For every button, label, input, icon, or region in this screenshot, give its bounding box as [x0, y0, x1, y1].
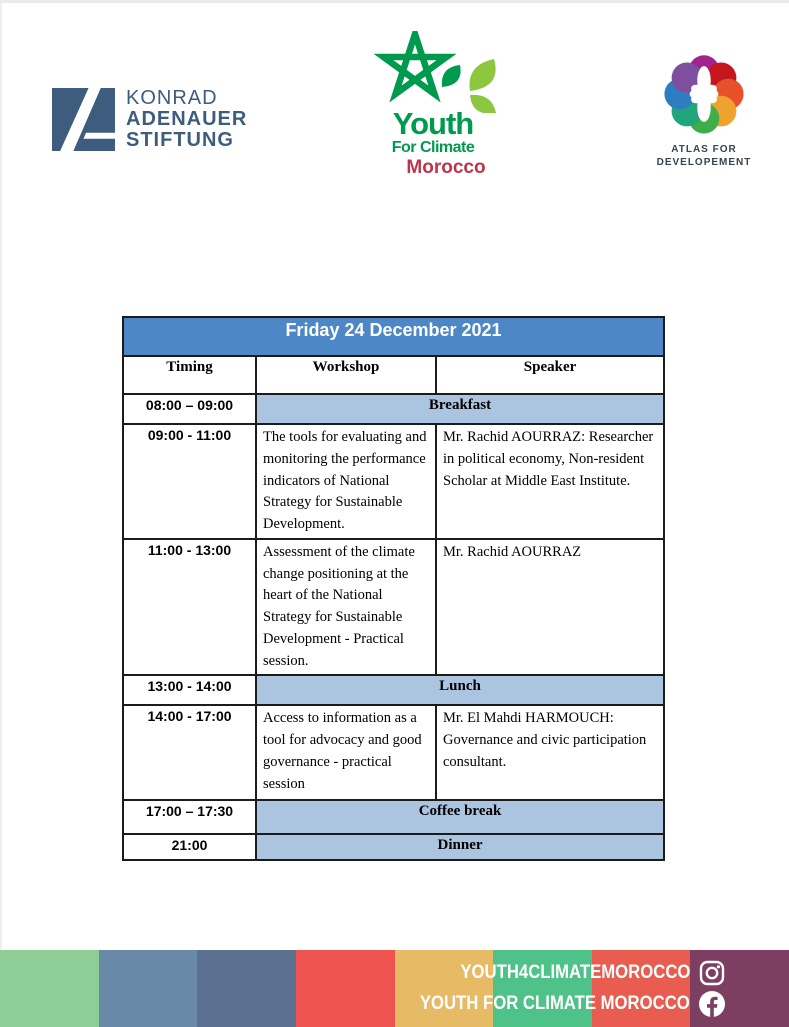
- table-row-session1: [123, 424, 664, 539]
- merged-label-cell: Coffee break: [256, 800, 664, 834]
- table-row-session2: [123, 539, 664, 676]
- workshop-cell: Access to information as a tool for advocacy and good governance - practical session: [256, 705, 436, 800]
- kas-a-icon: [52, 88, 115, 151]
- table-header-row: [123, 356, 664, 394]
- footer-color-block: [197, 950, 296, 1027]
- footer-color-block: [296, 950, 395, 1027]
- timing-cell: 21:00: [123, 834, 256, 860]
- workshop-cell: The tools for evaluating and monitoring the performance indicators of National Strategy for Sustainable Development.: [256, 424, 436, 539]
- merged-label-cell: Breakfast: [256, 394, 664, 424]
- atlas-logo-text: [645, 143, 763, 169]
- youth-logo-title: Youth: [392, 106, 474, 141]
- kas-logo: [52, 88, 247, 151]
- youth-for-climate-logo: [358, 31, 508, 191]
- table-row-session3: [123, 705, 664, 800]
- timing-cell: 09:00 - 11:00: [123, 424, 256, 539]
- agenda-table: [122, 316, 665, 861]
- atlas-flower-icon: [659, 49, 749, 139]
- timing-cell: 11:00 - 13:00: [123, 539, 256, 676]
- footer-color-block: [0, 950, 99, 1027]
- kas-line3: STIFTUNG: [126, 129, 234, 151]
- speaker-cell: Mr. El Mahdi HARMOUCH: Governance and civic participation consultant.: [436, 705, 664, 800]
- kas-line1: KONRAD: [126, 87, 218, 109]
- table-title-row: [123, 317, 664, 356]
- column-header-timing: Timing: [123, 356, 256, 394]
- timing-cell: 17:00 – 17:30: [123, 800, 256, 834]
- table-row-lunch: [123, 675, 664, 705]
- atlas-line1: ATLAS FOR: [671, 144, 737, 155]
- kas-line2: ADENAUER: [126, 108, 248, 130]
- workshop-cell: Assessment of the climate change positioning at the heart of the National Strategy for Sustainable Development - Practical session.: [256, 539, 436, 676]
- atlas-logo: [645, 49, 763, 169]
- instagram-icon: [699, 960, 725, 986]
- footer-color-band: [0, 950, 789, 1027]
- instagram-handle: YOUTH4CLIMATEMOROCCO: [459, 962, 690, 983]
- kas-logo-text: [126, 88, 247, 151]
- table-title: Friday 24 December 2021: [123, 317, 664, 356]
- column-header-workshop: Workshop: [256, 356, 436, 394]
- facebook-handle-row: [383, 991, 725, 1017]
- timing-cell: 14:00 - 17:00: [123, 705, 256, 800]
- table-row-dinner: [123, 834, 664, 860]
- star-and-leaves-icon: [358, 31, 508, 113]
- speaker-cell: Mr. Rachid AOURRAZ: Researcher in political economy, Non-resident Scholar at Middle East Institute.: [436, 424, 664, 539]
- youth-logo-country: Morocco: [406, 157, 486, 178]
- instagram-handle-row: [429, 960, 725, 986]
- table-row-coffee-break: [123, 800, 664, 834]
- speaker-cell: Mr. Rachid AOURRAZ: [436, 539, 664, 676]
- table-row-breakfast: [123, 394, 664, 424]
- footer-color-block: [99, 950, 198, 1027]
- facebook-handle: YOUTH FOR CLIMATE MOROCCO: [420, 993, 690, 1014]
- social-handles: [383, 960, 725, 1017]
- facebook-icon: [699, 991, 725, 1017]
- atlas-line2: DEVELOPEMENT: [656, 157, 752, 168]
- merged-label-cell: Lunch: [256, 675, 664, 705]
- timing-cell: 08:00 – 09:00: [123, 394, 256, 424]
- column-header-speaker: Speaker: [436, 356, 664, 394]
- youth-logo-subtitle: For Climate: [391, 139, 475, 156]
- merged-label-cell: Dinner: [256, 834, 664, 860]
- timing-cell: 13:00 - 14:00: [123, 675, 256, 705]
